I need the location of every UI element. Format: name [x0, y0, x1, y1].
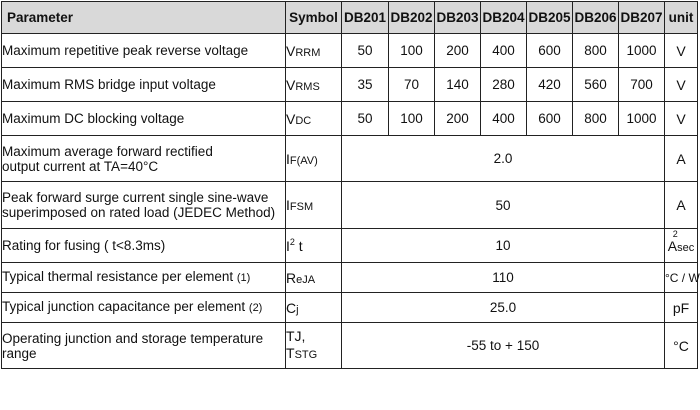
table-row: [2, 34, 698, 68]
value-cell: 70: [389, 68, 435, 102]
parameter-cell: [2, 263, 286, 293]
unit-cell: V: [665, 34, 698, 68]
symbol-cell: [286, 68, 342, 102]
value-cell: 2.0: [342, 136, 665, 182]
value-cell: 400: [481, 34, 527, 68]
unit-cell: A: [665, 182, 698, 229]
symbol-main: I: [286, 150, 290, 167]
symbol-main: I: [286, 238, 290, 254]
table-row: [2, 229, 698, 263]
header-symbol: Symbol: [286, 2, 342, 34]
spec-table: [1, 1, 698, 369]
value-cell: 100: [389, 102, 435, 136]
table-row: [2, 293, 698, 323]
value-cell: 600: [527, 34, 573, 68]
value-cell: 1000: [619, 102, 665, 136]
parameter-text: Typical junction capacitance per element: [2, 299, 246, 314]
value-cell: 25.0: [342, 293, 665, 323]
value-cell: -55 to + 150: [342, 323, 665, 369]
symbol-main: T: [286, 344, 295, 361]
parameter-line: output current at TA=40°C: [2, 158, 159, 174]
table-row: [2, 68, 698, 102]
symbol-line: TJ,: [286, 327, 306, 344]
symbol-cell: [286, 136, 342, 182]
symbol-cell: [286, 323, 342, 369]
value-cell: 110: [342, 263, 665, 293]
value-cell: 50: [342, 34, 389, 68]
parameter-cell: [2, 182, 286, 229]
parameter-cell: Maximum repetitive peak reverse voltage: [2, 34, 286, 68]
header-model-db201: DB201: [342, 2, 389, 34]
footnote-ref: (2): [248, 302, 263, 314]
parameter-cell: [2, 293, 286, 323]
symbol-cell: [286, 182, 342, 229]
symbol-sub: F(AV): [289, 154, 318, 167]
value-cell: 50: [342, 102, 389, 136]
symbol-main: V: [286, 76, 296, 93]
parameter-cell: Maximum RMS bridge input voltage: [2, 68, 286, 102]
symbol-cell: [286, 229, 342, 263]
symbol-main: V: [286, 42, 296, 59]
symbol-line: [286, 345, 341, 364]
value-cell: 1000: [619, 34, 665, 68]
parameter-line: Maximum average forward rectified: [2, 143, 213, 159]
parameter-text: Typical thermal resistance per element: [2, 269, 234, 284]
value-cell: 420: [527, 68, 573, 102]
value-cell: 50: [342, 182, 665, 229]
table-row: [2, 182, 698, 229]
value-cell: 280: [481, 68, 527, 102]
value-cell: 600: [527, 102, 573, 136]
footnote-ref: (1): [236, 272, 251, 284]
value-cell: 200: [435, 34, 481, 68]
symbol-sub: DC: [295, 114, 312, 127]
header-model-db207: DB207: [619, 2, 665, 34]
unit-cell: V: [665, 68, 698, 102]
value-cell: 400: [481, 102, 527, 136]
symbol-main: V: [286, 110, 296, 127]
symbol-sub: FSM: [289, 201, 314, 213]
symbol-cell: [286, 263, 342, 293]
table-row: [2, 102, 698, 136]
unit-cell: V: [665, 102, 698, 136]
value-cell: 140: [435, 68, 481, 102]
unit-sub: sec: [677, 241, 695, 254]
symbol-sub: eJA: [296, 273, 316, 286]
header-model-db206: DB206: [573, 2, 619, 34]
unit-cell: °C / W: [665, 263, 698, 293]
value-cell: 35: [342, 68, 389, 102]
parameter-line: Peak forward surge current single sine-wave: [2, 190, 269, 205]
symbol-cell: [286, 102, 342, 136]
symbol-sub: STG: [294, 348, 318, 361]
parameter-cell: [2, 136, 286, 182]
symbol-cell: [286, 293, 342, 323]
parameter-cell: Maximum DC blocking voltage: [2, 102, 286, 136]
unit-cell: [665, 229, 698, 263]
symbol-main: R: [286, 269, 297, 286]
header-model-db202: DB202: [389, 2, 435, 34]
header-model-db203: DB203: [435, 2, 481, 34]
parameter-cell: Rating for fusing ( t<8.3ms): [2, 229, 286, 263]
value-cell: 10: [342, 229, 665, 263]
header-row: [2, 2, 698, 34]
symbol-tail: t: [298, 238, 303, 254]
value-cell: 100: [389, 34, 435, 68]
parameter-cell: [2, 323, 286, 369]
value-cell: 700: [619, 68, 665, 102]
table-row: [2, 263, 698, 293]
value-cell: 800: [573, 102, 619, 136]
table-row: [2, 323, 698, 369]
symbol-sub: RMS: [295, 80, 320, 93]
header-unit: unit: [665, 2, 698, 34]
header-parameter: Parameter: [2, 2, 286, 34]
unit-cell: °C: [665, 323, 698, 369]
header-model-db204: DB204: [481, 2, 527, 34]
unit-cell: A: [665, 136, 698, 182]
unit-main: A: [667, 237, 678, 254]
header-model-db205: DB205: [527, 2, 573, 34]
symbol-sub: j: [296, 303, 299, 316]
symbol-sub: RRM: [295, 46, 321, 59]
value-cell: 200: [435, 102, 481, 136]
parameter-line: Operating junction and storage temperature: [2, 330, 264, 346]
symbol-cell: [286, 34, 342, 68]
unit-cell: pF: [665, 293, 698, 323]
parameter-line: range: [2, 345, 37, 361]
table-row: [2, 136, 698, 182]
symbol-sup: 2: [289, 237, 295, 247]
value-cell: 560: [573, 68, 619, 102]
symbol-main: I: [286, 197, 290, 213]
parameter-line: superimposed on rated load (JEDEC Method): [2, 205, 276, 220]
value-cell: 800: [573, 34, 619, 68]
unit-sup: 2: [672, 228, 678, 239]
symbol-main: C: [286, 299, 297, 316]
